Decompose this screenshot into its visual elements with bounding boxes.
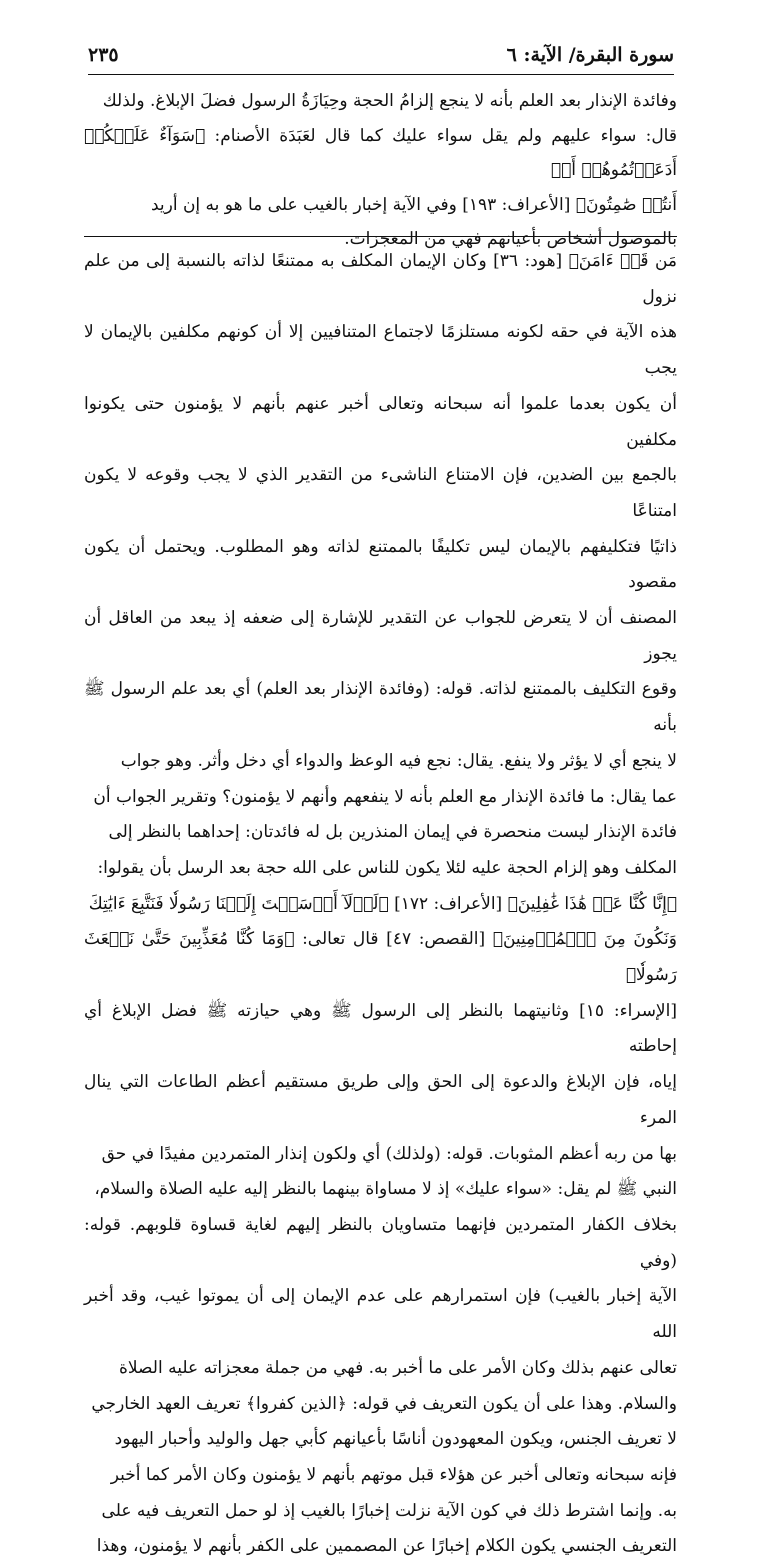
commentary-line: [الإسراء: ١٥] وثانيتهما بالنظر إلى الرسول ﷺ وهي حيازته ﷺ فضل الإبلاغ أي إحاطته [84, 1000, 677, 1057]
commentary-line: المكلف وهو إلزام الحجة عليه لئلا يكون للناس على الله حجة بعد الرسل بأن يقولوا: [97, 857, 677, 878]
commentary-line: به. وإنما اشترط ذلك في كون الآية نزلت إخبارًا بالغيب إذ لو حمل التعريف فيه على [101, 1500, 677, 1521]
commentary-line: الآية إخبار بالغيب) فإن استمرارهم على عدم الإيمان إلى أن يموتوا غيب، وقد أخبر الله [84, 1286, 677, 1343]
commentary-line: أن يكون بعدما علموا أنه سبحانه وتعالى أخبر عنهم بأنهم لا يؤمنون حتى يكونوا مكلفين [84, 393, 677, 450]
main-text [84, 84, 677, 257]
text-line: بالموصول أشخاص بأعيانهم فهي من المعجزات. [344, 229, 677, 249]
commentary-line: تعالى عنهم بذلك وكان الأمر على ما أخبر به. فهي من جملة معجزاته عليه الصلاة [119, 1357, 677, 1378]
page-number: ٢٣٥ [88, 44, 119, 66]
commentary-line: المصنف أن لا يتعرض للجواب عن التقدير للإشارة إلى ضعفه إذ يبعد من العاقل أن يجوز [84, 608, 677, 664]
commentary-line: لا ينجع أي لا يؤثر ولا ينفع. يقال: نجع فيه الوعظ والدواء أي دخل وأثر. وهو جواب [120, 750, 677, 771]
commentary-line: إياه، فإن الإبلاغ والدعوة إلى الحق وإلى طريق مستقيم أعظم الطاعات التي ينال المرء [84, 1072, 677, 1128]
commentary-line: ذاتيًا فتكليفهم بالإيمان ليس تكليفًا بالممتنع لذاته وهو المطلوب. ويحتمل أن يكون مقصود [84, 536, 677, 593]
text-line: أَنتُمۡ صَٰمِتُونَ﴾ [الأعراف: ١٩٣] وفي الآية إخبار بالغيب على ما هو به إن أريد [150, 194, 677, 215]
commentary-line: فائدة الإنذار ليست منحصرة في إيمان المنذرين بل له فائدتان: إحداهما بالنظر إلى [108, 822, 677, 843]
commentary-line: فإنه سبحانه وتعالى أخبر عن هؤلاء قبل موتهم بأنهم لا يؤمنون وكان الأمر كما أخبر [110, 1464, 677, 1485]
surah-verse-title: سورة البقرة/ الآية: ٦ [506, 44, 674, 66]
commentary-text [84, 244, 677, 1565]
commentary-line: لا تعريف الجنس، ويكون المعهودون أناسًا بأعيانهم كأبي جهل والوليد وأحبار اليهود [114, 1429, 677, 1450]
commentary-line: عما يقال: ما فائدة الإنذار مع العلم بأنه لا ينفعهم وأنهم لا يؤمنون؟ وتقرير الجواب أن [93, 786, 677, 807]
commentary-line: مَن قَدۡ ءَامَنَ﴾ [هود: ٣٦] وكان الإيمان المكلف به ممتنعًا لذاته بالنسبة إلى من علم نزول [84, 251, 677, 307]
page-header [88, 44, 674, 74]
commentary-line: وقوع التكليف بالممتنع لذاته. قوله: (وفائدة الإنذار بعد العلم) أي بعد علم الرسول ﷺ بأنه [84, 679, 677, 736]
commentary-line: بخلاف الكفار المتمردين فإنهما متساويان بالنظر إليهم لغاية قساوة قلوبهم. قوله: (وفي [84, 1214, 677, 1271]
commentary-line: بالجمع بين الضدين، فإن الامتناع الناشىء من التقدير الذي لا يجب وقوعه لا يكون امتناعًا [84, 465, 677, 521]
commentary-line: التعريف الجنسي يكون الكلام إخبارًا عن المصممين على الكفر بأنهم لا يؤمنون، وهذا [96, 1536, 677, 1557]
text-line: وفائدة الإنذار بعد العلم بأنه لا ينجع إلزامُ الحجة وحِيَازَةُ الرسول فضلَ الإبلاغ. ولذلك [102, 91, 677, 111]
commentary-line: والسلام. وهذا على أن يكون التعريف في قوله: ﴿الذين كفروا﴾ تعريف العهد الخارجي [91, 1393, 677, 1414]
commentary-line: وَنَكُونَ مِنَ ٱلۡمُؤۡمِنِينَ﴾ [القصص: ٤٧] قال تعالى: ﴿وَمَا كُنَّا مُعَذِّبِينَ حَتَّىٰ نَبۡعَثَ رَسُولٗا﴾ [84, 929, 677, 986]
commentary-line: النبي ﷺ لم يقل: «سواء عليك» إذ لا مساواة بينهما بالنظر إليه عليه الصلاة والسلام، [94, 1179, 677, 1200]
commentary-line: هذه الآية في حقه لكونه مستلزمًا لاجتماع المتنافيين إلا أن كونهم مكلفين بالإيمان لا يجب [84, 322, 677, 379]
section-separator [84, 236, 677, 237]
commentary-line: بها من ربه أعظم المثوبات. قوله: (ولذلك) أي ولكون إنذار المتمردين مفيدًا في حق [101, 1143, 677, 1164]
text-line: قال: سواء عليهم ولم يقل سواء عليك كما قال لعَبَدَة الأصنام: ﴿سَوَآءٌ عَلَيۡكُمۡ أَدَعَوۡتُمُوهُمۡ أَمۡ [84, 125, 677, 180]
header-rule [88, 74, 674, 75]
commentary-line: ﴿إِنَّا كُنَّا عَنۡ هَٰذَا غَٰفِلِينَ﴾ [الأعراف: ١٧٢] ﴿لَوۡلَآ أَرۡسَلۡتَ إِلَيۡنَا رَسُولٗا فَنَتَّبِعَ ءَايَٰتِكَ [88, 893, 677, 914]
